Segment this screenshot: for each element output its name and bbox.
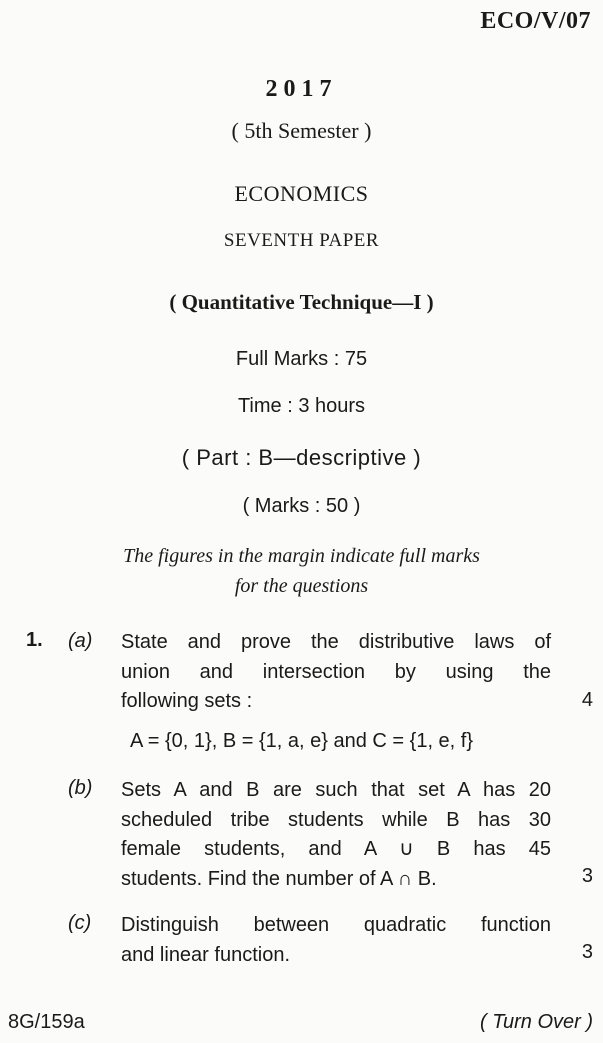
instruction-line: for the questions xyxy=(234,575,369,597)
question-number: 1. xyxy=(26,629,43,651)
time-allowed: Time : 3 hours xyxy=(237,395,366,417)
paper-number: SEVENTH PAPER xyxy=(223,230,380,251)
footer-code: 8G/159a xyxy=(8,1011,85,1033)
exam-year: 2017 xyxy=(265,76,338,102)
text-line: Distinguish between quadratic function xyxy=(121,914,551,936)
text-line: scheduled tribe students while B has 30 xyxy=(121,808,551,831)
marks: 4 xyxy=(581,689,593,711)
text-line: following sets : xyxy=(121,690,253,712)
full-marks: Full Marks : 75 xyxy=(235,348,368,370)
subquestion-label: (a) xyxy=(68,630,93,652)
subquestion-label: (c) xyxy=(68,912,92,934)
part-heading: ( Part : B—descriptive ) xyxy=(181,445,422,470)
subquestion-text xyxy=(121,911,551,970)
text-line: Sets A and B are such that set A has 20 xyxy=(121,779,551,801)
semester: ( 5th Semester ) xyxy=(231,118,372,143)
subquestion-label: (b) xyxy=(68,777,93,799)
subquestion-text xyxy=(121,776,551,894)
marks: 3 xyxy=(581,865,593,887)
text-line: female students, and A ∪ B has 45 xyxy=(121,838,551,860)
instructions xyxy=(0,541,603,601)
text-line: and linear function. xyxy=(121,943,291,966)
turn-over: ( Turn Over ) xyxy=(480,1011,593,1033)
marks: 3 xyxy=(581,941,593,963)
paper-code: ECO/V/07 xyxy=(480,8,591,34)
text-line: union and intersection by using the xyxy=(121,660,551,683)
subject: ECONOMICS xyxy=(234,181,369,206)
subquestion-text xyxy=(121,628,551,717)
part-marks: ( Marks : 50 ) xyxy=(242,495,361,517)
topic: ( Quantitative Technique—I ) xyxy=(169,290,434,314)
instruction-line: The figures in the margin indicate full marks xyxy=(123,545,480,567)
set-definitions: A = {0, 1}, B = {1, a, e} and C = {1, e, f} xyxy=(129,730,474,752)
text-line: State and prove the distributive laws of xyxy=(121,631,551,653)
text-line: students. Find the number of A ∩ B. xyxy=(121,867,437,890)
